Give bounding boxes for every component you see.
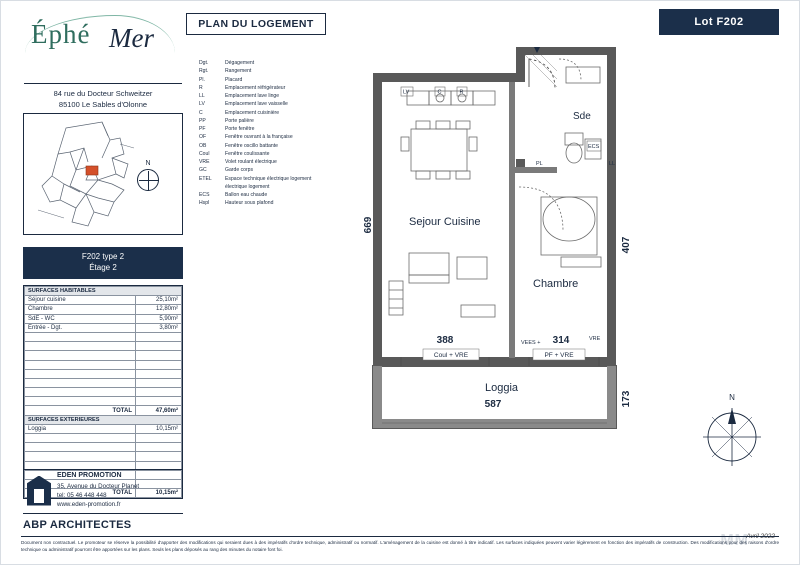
legend-abbr: Coul	[199, 150, 210, 157]
section-exterieures-label: SURFACES EXTERIEURES	[25, 415, 182, 424]
logo-text-part2: Mer	[109, 23, 154, 53]
promoter-name: EDEN PROMOTION	[57, 472, 122, 480]
legend-abbr: LV	[199, 101, 205, 108]
legend-desc-cont: électrique logement	[225, 183, 270, 190]
legend-abbr: OB	[199, 142, 207, 149]
row-value: 25,10m²	[136, 296, 182, 305]
legend-item	[199, 133, 369, 141]
row-value: 5,90m²	[136, 314, 182, 323]
legend-desc: Emplacement lave linge	[225, 93, 280, 99]
legend-desc: Emplacement cuisinière	[225, 109, 280, 116]
table-section-header	[25, 415, 182, 424]
table-row-empty	[25, 369, 182, 378]
table-row-empty	[25, 378, 182, 387]
legend-item	[199, 142, 369, 150]
compass-rose-icon	[699, 404, 765, 470]
legend-desc: Porte palière	[225, 117, 254, 124]
architect-block	[23, 513, 183, 535]
legend-abbr: C	[199, 109, 203, 116]
promoter-website[interactable]: www.eden-promotion.fr	[57, 501, 121, 509]
legend-desc: Hauteur sous plafond	[225, 200, 274, 207]
legend-item	[199, 92, 369, 100]
svg-text:ECS: ECS	[588, 144, 600, 150]
table-row-empty	[25, 332, 182, 341]
watermark: MM	[720, 532, 749, 549]
legend-desc: Dégagement	[225, 60, 255, 66]
total-value: 47,60m²	[136, 406, 182, 415]
table-row	[25, 314, 182, 323]
row-value: 3,80m²	[136, 323, 182, 332]
total-label: TOTAL	[25, 406, 136, 415]
annotation-pf-vre: PF + VRE	[544, 352, 574, 359]
legal-disclaimer	[21, 536, 779, 554]
legend-item	[199, 125, 369, 133]
table-total-row	[25, 406, 182, 415]
site-plan	[23, 113, 183, 235]
legend-abbr: ETEL	[199, 175, 212, 182]
table-row-empty	[25, 351, 182, 360]
total-value: 10,15m²	[136, 489, 182, 498]
table-row-empty	[25, 388, 182, 397]
legend-abbr: Rgt.	[199, 68, 209, 75]
legend-abbr: PP	[199, 117, 206, 124]
legend-item	[199, 59, 369, 67]
legend-item	[199, 199, 369, 207]
row-label: SdE - WC	[25, 314, 136, 323]
svg-text:C: C	[437, 89, 442, 96]
row-label: Entrée - Dgt.	[25, 323, 136, 332]
legend-desc: Volet roulant électrique	[225, 159, 277, 165]
legend-item	[199, 183, 369, 191]
dim-587: 587	[484, 399, 502, 410]
plan-date: Avril 2022	[746, 533, 775, 540]
site-plan-north-indicator	[128, 160, 168, 191]
room-label-sde: Sde	[573, 111, 591, 122]
legend-abbr: Dgt.	[199, 60, 209, 66]
north-label: N	[145, 160, 151, 167]
row-label: Chambre	[25, 305, 136, 314]
lot-badge-label: Lot F202	[694, 16, 744, 28]
svg-text:VEES +: VEES +	[521, 340, 541, 346]
legend-desc: Emplacement lave vaisselle	[225, 101, 288, 108]
table-row	[25, 296, 182, 305]
promoter-block	[23, 469, 183, 511]
plan-north-compass	[699, 393, 765, 470]
legend-item	[199, 166, 369, 174]
svg-text:LV: LV	[403, 89, 410, 96]
promoter-phone: tel: 05 46 448 448	[57, 492, 107, 500]
table-row-empty	[25, 452, 182, 461]
legend-desc: Fenêtre ouvrant à la française	[225, 134, 293, 141]
plan-north-label: N	[729, 393, 735, 402]
legend-desc: Espace technique électrique logement	[225, 175, 312, 182]
logo-text-part1: Éphé	[31, 19, 91, 49]
legend-item	[199, 117, 369, 125]
legend-item	[199, 175, 369, 183]
svg-text:PL: PL	[536, 161, 543, 167]
dim-314: 314	[552, 335, 570, 346]
address-line-2: 85100 Le Sables d'Olonne	[58, 99, 148, 109]
legend-abbr: OF	[199, 134, 207, 141]
legend-abbr: Hspl	[199, 200, 210, 207]
legend-item	[199, 76, 369, 84]
legend-item	[199, 158, 369, 166]
legend-abbr: VRE	[199, 159, 210, 165]
table-row-empty	[25, 443, 182, 452]
legend-desc: Rangement	[225, 68, 252, 75]
section-habitables-label: SURFACES HABITABLES	[25, 287, 182, 296]
legend-item	[199, 109, 369, 117]
legend-item	[199, 191, 369, 199]
legend-item	[199, 84, 369, 92]
dim-669: 669	[363, 216, 374, 234]
legend-abbr: Pl.	[199, 76, 205, 83]
lot-badge	[659, 9, 779, 35]
legend-desc: Ballon eau chaude	[225, 192, 268, 198]
svg-text:LL: LL	[609, 161, 616, 167]
brand-logo	[23, 11, 183, 59]
dim-407: 407	[621, 236, 632, 254]
table-row	[25, 424, 182, 433]
row-label: Loggia	[25, 424, 136, 433]
page-title-label: PLAN DU LOGEMENT	[198, 18, 314, 30]
table-row	[25, 305, 182, 314]
house-icon	[27, 476, 51, 506]
page-title	[186, 13, 326, 35]
legend-item	[199, 150, 369, 158]
architect-name: ABP ARCHITECTES	[23, 518, 132, 531]
lot-type: F202 type 2	[81, 252, 125, 262]
legend-abbr: R	[199, 84, 203, 91]
address-line-1: 84 rue du Docteur Schweitzer	[53, 89, 153, 98]
room-label-loggia: Loggia	[485, 382, 519, 394]
lot-floor: Étage 2	[89, 263, 117, 272]
legend-abbr: ECS	[199, 192, 210, 198]
room-label-sejour: Sejour Cuisine	[409, 216, 481, 228]
legend-item	[199, 67, 369, 75]
compass-circle-icon	[137, 169, 159, 191]
annotation-coul-vre: Coul + VRE	[433, 352, 469, 359]
table-row-empty	[25, 342, 182, 351]
divider	[24, 83, 182, 84]
dim-388: 388	[436, 335, 454, 346]
table-section-header	[25, 287, 182, 296]
room-label-chambre: Chambre	[533, 278, 579, 290]
table-row	[25, 323, 182, 332]
legend-desc: Placard	[225, 76, 243, 83]
floor-plan	[361, 47, 681, 447]
total-label: TOTAL	[25, 489, 136, 498]
surfaces-table	[23, 285, 183, 499]
dim-173: 173	[621, 390, 632, 408]
table-row-empty	[25, 397, 182, 406]
lot-info-header	[23, 247, 183, 279]
row-label: Séjour cuisine	[25, 296, 136, 305]
promoter-address: 35, Avenue du Docteur Planet	[57, 482, 140, 490]
project-address	[23, 83, 183, 111]
table-row-empty	[25, 360, 182, 369]
legend-abbr: LL	[199, 93, 205, 99]
svg-text:VRE: VRE	[589, 336, 601, 342]
row-value: 10,15m²	[136, 424, 182, 433]
legend-abbr: PF	[199, 126, 206, 132]
legend-item	[199, 100, 369, 108]
row-value: 12,80m²	[136, 305, 182, 314]
legend-list	[199, 59, 369, 208]
floor-plan-drawing	[361, 47, 681, 447]
table-row-empty	[25, 434, 182, 443]
legend-desc: Porte fenêtre	[225, 126, 255, 132]
disclaimer-text: Document non contractuel. Le promoteur se réserve la possibilité d'apporter des modifications qui seraient dues à des impératifs d'ordre technique, administratif ou normatif. L'aménagement de la cuisine est donné à titre indicatif. Les surfaces indiquées peuvent varier légèrement en fonction des impératifs de construction. Des modifications pour des raisons d'ordre technique ou administratif pourront être apportées sur les plans. Seuls les plans déposés au rang des minutes du notaire font foi.	[21, 540, 779, 553]
legend-abbr: GC	[199, 167, 207, 174]
legend-desc: Garde corps	[225, 167, 254, 174]
legend-desc: Fenêtre coulissante	[225, 150, 270, 157]
legend-desc: Fenêtre oscillo battante	[225, 142, 278, 149]
legend-desc: Emplacement réfrigérateur	[225, 84, 286, 91]
svg-text:R: R	[459, 89, 464, 96]
